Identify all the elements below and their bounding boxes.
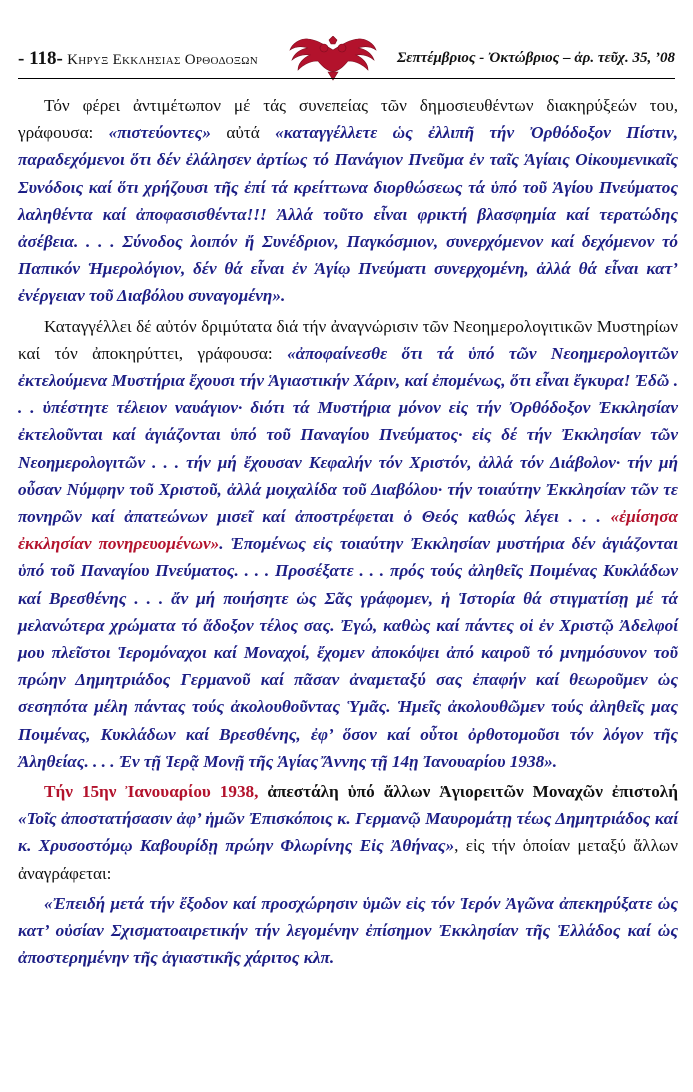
paragraph-1 (18, 92, 678, 310)
magazine-title: Κηρυξ Εκκλησιας Ορθοδοξων (67, 52, 258, 68)
page-header (0, 36, 693, 84)
double-headed-eagle-icon (288, 36, 378, 82)
p1-text-2: αὐτά (210, 123, 276, 143)
p3-quote-1: «Τοῖς ἀποστατήσασιν ἀφ’ ἡμῶν Ἐπισκόποις κ. Γερμανῷ Μαυρομάτῃ τέως Δημητριάδος καί κ. Χρυσοστόμῳ Καβουρίδῃ πρώην Φλωρίνης Εἰς Ἀθήνας» (18, 809, 678, 856)
p2-red-quote: «ἐμίσησα ἐκκλησίαν πονηρευομένων» (18, 507, 678, 554)
header-rule (18, 78, 675, 79)
paragraph-3 (18, 778, 678, 887)
p1-quote-1: «πιστεύοντες» (108, 123, 211, 143)
issue-info: Σεπτέμβριος - Ὀκτώβριος – ἀρ. τεῦχ. 35, ’08 (397, 50, 675, 66)
page-number: - 118- (18, 48, 63, 69)
p3-date: Τήν 15ην Ἰανουαρίου 1938, (44, 782, 259, 802)
p2-text-1: Καταγγέλλει δέ αὐτόν δριμύτατα διά τήν ἀναγνώρισιν τῶν Νεοημερολογιτικῶν Μυστηρίων καί τόν ἀποκηρύττει, γράφουσα: (18, 316, 678, 363)
p1-text-1: Τόν φέρει ἀντιμέτωπον μέ τάς συνεπείας τῶν δημοσιευθέντων διακηρύξεών του, γράφουσα: (18, 96, 678, 143)
paragraph-4 (18, 890, 678, 972)
p1-quote-2: «καταγγέλλετε ὡς ἐλλιπῆ τήν Ὀρθόδοξον Πίστιν, παραδεχόμενοι ὅτι δέν ἐλάλησεν ἀρτίως τό Πανάγιον Πνεῦμα ἐν ταῖς Ἁγίαις Οἰκουμενικαῖς Συνόδοις καί ὅτι χρήζουσι τῆς ἐπί τά κρείττωνα διορθώσεως τά ὑπό τοῦ Ἁγίου Πνεύματος λαληθέντα καί ἀποφασισθέντα!!! Ἀλλά τοῦτο εἶναι φρικτή βλασφημία καί τερατώδης ἀσέβεια. . . . Σύνοδος λοιπόν ἤ Συνέδριον, Παγκόσμιον, συνερχόμενον καί δεχόμενον τό Παπικόν Ἡμερολόγιον, δέν θά εἶναι ἐν Ἁγίῳ Πνεύματι συνερχομένη, ἀλλά θά εἶναι κατ’ ἐνέργειαν τοῦ Διαβόλου συναγομένη». (18, 123, 678, 306)
p3-text-1: , εἰς τήν ὁποίαν μεταξύ ἄλλων ἀναγράφεται: (18, 836, 678, 883)
article-body (18, 92, 678, 975)
paragraph-2 (18, 313, 678, 775)
p2-quote-2: . Ἑπομένως εἰς τοιαύτην Ἐκκλησίαν μυστήρια δέν ἁγιάζονται ὑπό τοῦ Παναγίου Πνεύματος. . . . Προσέξατε . . . πρός τούς ἀληθεῖς Ποιμένας Κυκλάδων καί Βρεσθένης . . . ἄν μή ποιήσητε ὡς Σᾶς γράφομεν, ἡ Ἱστορία θά στιγματίσῃ μέ τά μελανώτερα χρώματα τό ἄδοξον τέλος σας. Ἐγώ, καθὼς καί πάντες οἱ ἐν Χριστῷ Ἀδελφοί μου πλεῖστοι Ἱερομόναχοι καί Μοναχοί, ἔχομεν ἀποκόψει ἀπό καιροῦ τό μνημόσυνον τοῦ πρώην Δημητριάδος Γερμανοῦ καί πᾶσαν ἀναμεταξύ σας ἐπαφήν καί θεωροῦμεν ὡς σεσηπότα μέλη πάντας τούς ἀκολουθοῦντας Ὑμᾶς. Ἡμεῖς ἀκολουθῶμεν τούς ἀληθεῖς μας Ποιμένας, Κυκλάδων καί Βρεσθένης, ἐφ’ ὅσον καί οὗτοι ὀρθοτομοῦσι τόν λόγον τῆς Ἀληθείας. . . . Ἐν τῇ Ἱερᾷ Μονῇ τῆς Ἁγίας Ἄννης τῇ 14ῃ Ἰανουαρίου 1938». (18, 534, 678, 771)
p3-bold-text: ἀπεστάλη ὑπό ἄλλων Ἁγιορειτῶν Μοναχῶν ἐπιστολή (258, 782, 679, 802)
header-left (18, 48, 258, 70)
p2-quote-1: «ἀποφαίνεσθε ὅτι τά ὑπό τῶν Νεοημερολογιτῶν ἐκτελούμενα Μυστήρια ἔχουσι τήν Ἁγιαστικήν Χάριν, καί ἐπομένως, ὅτι εἶναι ἔγκυρα! Ἐδῶ . . . ὑπέστητε τέλειον ναυάγιον· διότι τά Μυστήρια μόνον εἰς τήν Ὀρθόδοξον Ἐκκλησίαν ἐκτελοῦνται καί ἁγιάζονται ὑπό τοῦ Παναγίου Πνεύματος· εἰς δέ τήν Ἐκκλησίαν τῶν Νεοημερολογιτῶν . . . τήν μή ἔχουσαν Κεφαλήν τόν Χριστόν, ἀλλά τόν Διάβολον· τήν μή οὖσαν Νύμφην τοῦ Χριστοῦ, ἀλλά μοιχαλίδα τοῦ Διαβόλου· τήν τοιαύτην Ἐκκλησίαν τῶν τε πονηρῶν καί ἀπατεώνων μισεῖ καί ἀποστρέφεται ὁ Θεός καθώς λέγει . . . (18, 343, 678, 527)
p4-quote-1: «Ἐπειδή μετά τήν ἔξοδον καί προσχώρησιν ὑμῶν εἰς τόν Ἱερόν Ἀγῶνα ἀπεκηρύξατε ὡς κατ’ οὐσίαν Σχισματοαιρετικήν τήν λεγομένην ἐπίσημον Ἐκκλησίαν τῆς Ἑλλάδος καί ὡς ἀποστερημένην τῆς ἁγιαστικῆς χάριτος κλπ. (18, 893, 678, 968)
